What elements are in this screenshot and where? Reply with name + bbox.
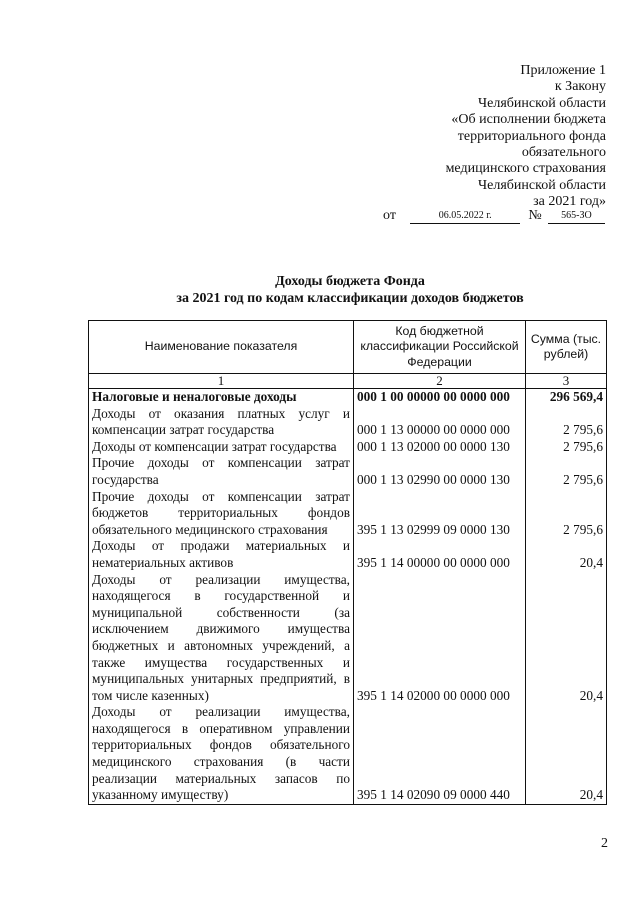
appendix-line: обязательного [521,145,606,161]
table-row [89,439,607,456]
row-code: 395 1 14 00000 00 0000 000 [354,538,526,571]
appendix-line: медицинского страхования [445,161,606,177]
appendix-line: Челябинской области [478,95,606,111]
revenue-table [88,320,607,805]
row-name: Доходы от продажи материальных и нематериальных активов [89,538,354,571]
row-sum: 20,4 [526,704,607,804]
row-sum: 2 795,6 [526,489,607,539]
header-code: Код бюджетной классификации Российской Федерации [354,321,526,374]
table-row [89,406,607,439]
appendix-line: «Об исполнении бюджета [451,112,606,128]
appendix-line: территориального фонда [457,128,606,144]
title-line-2: за 2021 год по кодам классификации доходов бюджетов [176,291,524,306]
row-name: Прочие доходы от компенсации затрат государства [89,455,354,488]
row-code: 000 1 13 02000 00 0000 130 [354,439,526,456]
row-name: Налоговые и неналоговые доходы [89,389,354,406]
row-code: 000 1 00 00000 00 0000 000 [354,389,526,406]
header-name: Наименование показателя [89,321,354,374]
row-sum: 296 569,4 [526,389,607,406]
row-code: 000 1 13 00000 00 0000 000 [354,406,526,439]
column-number: 3 [526,374,607,389]
column-number: 1 [89,374,354,389]
row-name: Доходы от реализации имущества, находящегося в оперативном управлении территориальных фондов обязательного медицинского страхования (в части реализации материальных запасов по указанному имуществу) [89,704,354,804]
row-name: Прочие доходы от компенсации затрат бюджетов территориальных фондов обязательного медицинского страхования [89,489,354,539]
from-label: от [383,208,396,223]
appendix-line: Челябинской области [478,177,606,193]
row-sum: 2 795,6 [526,406,607,439]
appendix-line: Приложение 1 [520,63,606,78]
table-row [89,489,607,539]
row-sum: 20,4 [526,538,607,571]
row-sum: 20,4 [526,572,607,705]
table-row [89,704,607,804]
row-name: Доходы от компенсации затрат государства [89,439,354,456]
column-number: 2 [354,374,526,389]
table-row [89,389,607,406]
title-line-1: Доходы бюджета Фонда [275,274,425,289]
page-number: 2 [601,836,608,851]
row-name: Доходы от оказания платных услуг и компенсации затрат государства [89,406,354,439]
row-sum: 2 795,6 [526,455,607,488]
law-date-number-line [383,208,605,224]
table-row [89,455,607,488]
appendix-block [446,63,606,211]
row-code: 000 1 13 02990 00 0000 130 [354,455,526,488]
row-name: Доходы от реализации имущества, находящегося в государственной и муниципальной собственности (за исключением движимого имущества бюджетных и автономных учреждений, а также имущества государственных и муниципальных унитарных предприятий, в том числе казенных) [89,572,354,705]
table-row [89,538,607,571]
law-date: 06.05.2022 г. [410,210,520,224]
appendix-line: за 2021 год» [533,194,606,210]
appendix-line: к Закону [554,79,606,95]
row-code: 395 1 14 02000 00 0000 000 [354,572,526,705]
number-label: № [528,208,542,223]
table-row [89,572,607,705]
row-sum: 2 795,6 [526,439,607,456]
document-title [90,273,610,307]
row-code: 395 1 13 02999 09 0000 130 [354,489,526,539]
header-sum: Сумма (тыс. рублей) [526,321,607,374]
law-number: 565-ЗО [548,210,605,224]
row-code: 395 1 14 02090 09 0000 440 [354,704,526,804]
